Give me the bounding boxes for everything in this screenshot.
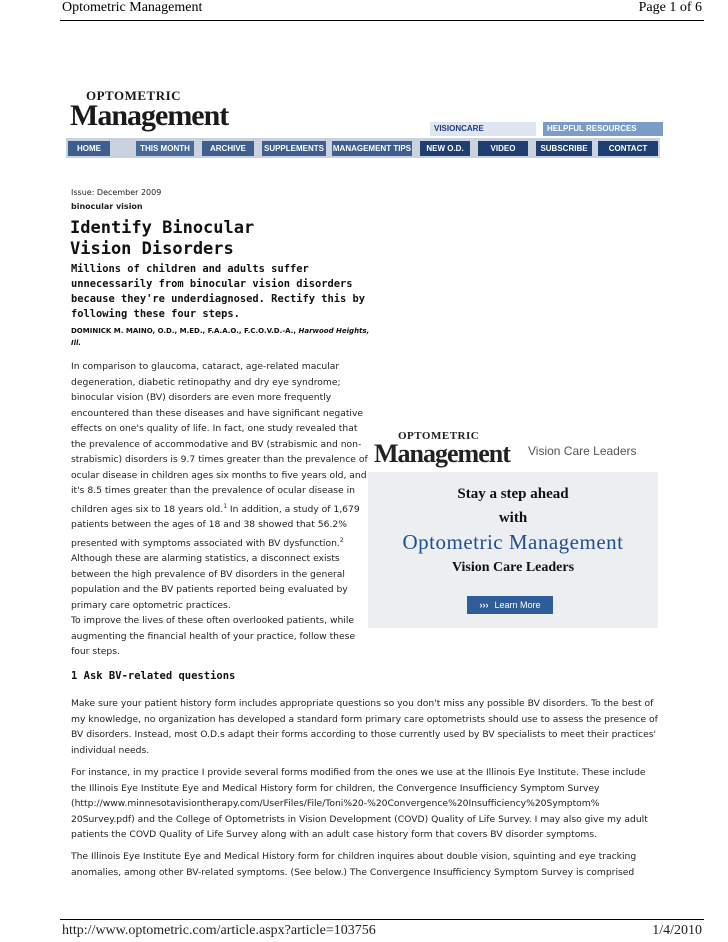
article-paragraph: The Illinois Eye Institute Eye and Medical History form for children inquires about double vision, squinting and eye tracking anomalies, among other BV-related symptoms. (See below.) The Convergence Insufficiency Symptom Survey is comprised bbox=[71, 851, 637, 878]
visioncare-classifieds-link[interactable]: VISIONCARE bbox=[430, 122, 536, 136]
article-byline bbox=[71, 325, 371, 349]
site-logo-line2: Management bbox=[70, 99, 229, 132]
ad-headline-4: Vision Care Leaders bbox=[451, 560, 575, 575]
article-paragraph bbox=[71, 359, 371, 613]
footnote-ref[interactable]: 2 bbox=[339, 536, 344, 544]
article-paragraph: For instance, in my practice I provide several forms modified from the ones we use at the Illinois Eye Institute. These include the Illinois Eye Institute Eye and Medical History form for children, the Convergence Insufficiency Symptom Survey (http://www.minnesotavisiontherapy.com/UserFiles/File/Toni%20-%20Convergence%20Insufficiency%20Symptom% 20Survey.pdf) and the College of Optometrists in Vision Development (COVD) Quality of Life Survey. I may also give my adult patients the COVD Quality of Life Survey along with an adult case history form that covers BV disorder symptoms. bbox=[71, 767, 648, 840]
ad-tagline: Vision Care Leaders bbox=[528, 444, 637, 458]
p1-text-b: In addition, a study of 1,679 patients between the ages of 18 and 38 showed that 56.2% presented with symptoms associated with BV dysfunction. bbox=[71, 503, 360, 549]
nav-supplements[interactable]: SUPPLEMENTS bbox=[262, 141, 326, 156]
header-rule bbox=[60, 20, 704, 21]
nav-home[interactable]: HOME bbox=[68, 141, 110, 156]
page-header-page-number: Page 1 of 6 bbox=[638, 0, 702, 15]
byline-location: Harwood Heights, Ill. bbox=[71, 327, 370, 347]
ad-headline-2: with bbox=[498, 510, 528, 526]
p1-text-c: Although these are alarming statistics, a disconnect exists between the high prevalence of BV disorders in the general population and the BV patients reported being evaluated by primary care optometric practices. bbox=[71, 553, 348, 611]
learn-more-label: Learn More bbox=[494, 600, 541, 610]
ad-panel bbox=[368, 472, 658, 628]
ad-logo bbox=[374, 430, 510, 466]
nav-contact[interactable]: CONTACT bbox=[598, 141, 658, 156]
article-paragraph: To improve the lives of these often overlooked patients, while augmenting the financial health of your practice, follow these four steps. bbox=[71, 615, 356, 657]
nav-this-month[interactable]: THIS MONTH bbox=[136, 141, 194, 156]
main-nav bbox=[66, 138, 660, 158]
nav-top-labels bbox=[430, 122, 660, 136]
ad-headline-3: Optometric Management bbox=[402, 530, 624, 554]
advertisement-banner[interactable] bbox=[368, 426, 658, 628]
byline-author: DOMINICK M. MAINO, O.D., M.ED., F.A.A.O., F.C.O.V.D.-A., bbox=[71, 327, 299, 335]
ad-logo-line2: Management bbox=[374, 439, 510, 468]
footer-rule bbox=[60, 919, 704, 920]
learn-more-button[interactable] bbox=[467, 596, 553, 614]
article-paragraph: Make sure your patient history form includes appropriate questions so you don't miss any possible BV disorders. To the best of my knowledge, no organization has developed a standard form primary care optometrists should use to assess the presence of BV disorders. Instead, most O.D.s adapt their forms according to those currently used by BV specialists to meet their practices' individual needs. bbox=[71, 698, 658, 756]
chevrons-right-icon: ››› bbox=[479, 600, 489, 610]
page-footer-date: 1/4/2010 bbox=[652, 923, 702, 938]
footnote-ref[interactable]: 1 bbox=[223, 502, 228, 510]
helpful-resources-label: HELPFUL RESOURCES bbox=[543, 122, 663, 136]
nav-management-tips[interactable]: MANAGEMENT TIPS bbox=[332, 141, 412, 156]
nav-video[interactable]: VIDEO bbox=[478, 141, 528, 156]
issue-date: Issue: December 2009 bbox=[71, 188, 162, 197]
section-heading: 1 Ask BV-related questions bbox=[71, 670, 236, 682]
article-category: binocular vision bbox=[71, 202, 143, 211]
article-headline: Identify Binocular Vision Disorders bbox=[70, 218, 255, 259]
nav-subscribe[interactable]: SUBSCRIBE bbox=[536, 141, 592, 156]
ad-headline-1: Stay a step ahead bbox=[457, 486, 569, 502]
site-logo[interactable] bbox=[70, 90, 230, 130]
page-footer-url: http://www.optometric.com/article.aspx?article=103756 bbox=[62, 923, 376, 938]
article-deck: Millions of children and adults suffer unnecessarily from binocular vision disorders because they're underdiagnosed. Rectify this by following these four steps. bbox=[71, 263, 366, 320]
nav-archive[interactable]: ARCHIVE bbox=[202, 141, 254, 156]
site-logo-line1: OPTOMETRIC bbox=[86, 88, 182, 103]
page-header-title: Optometric Management bbox=[62, 0, 203, 15]
nav-new-od[interactable]: NEW O.D. bbox=[420, 141, 470, 156]
ad-logo-line1: OPTOMETRIC bbox=[398, 430, 480, 442]
p1-text-a: In comparison to glaucoma, cataract, age-related macular degeneration, diabetic retinopathy and dry eye syndrome; binocular vision (BV) disorders are even more frequently encountered than these diseases and have significant negative effects on one's quality of life. In fact, one study revealed that the prevalence of accommodative and BV (strabismic and non-strabismic) disorders is 9.7 times greater than the prevalence of ocular disease in children ages six months to five years old, and it's 8.5 times greater than the prevalence of ocular disease in children ages six to 18 years old. bbox=[71, 361, 368, 515]
